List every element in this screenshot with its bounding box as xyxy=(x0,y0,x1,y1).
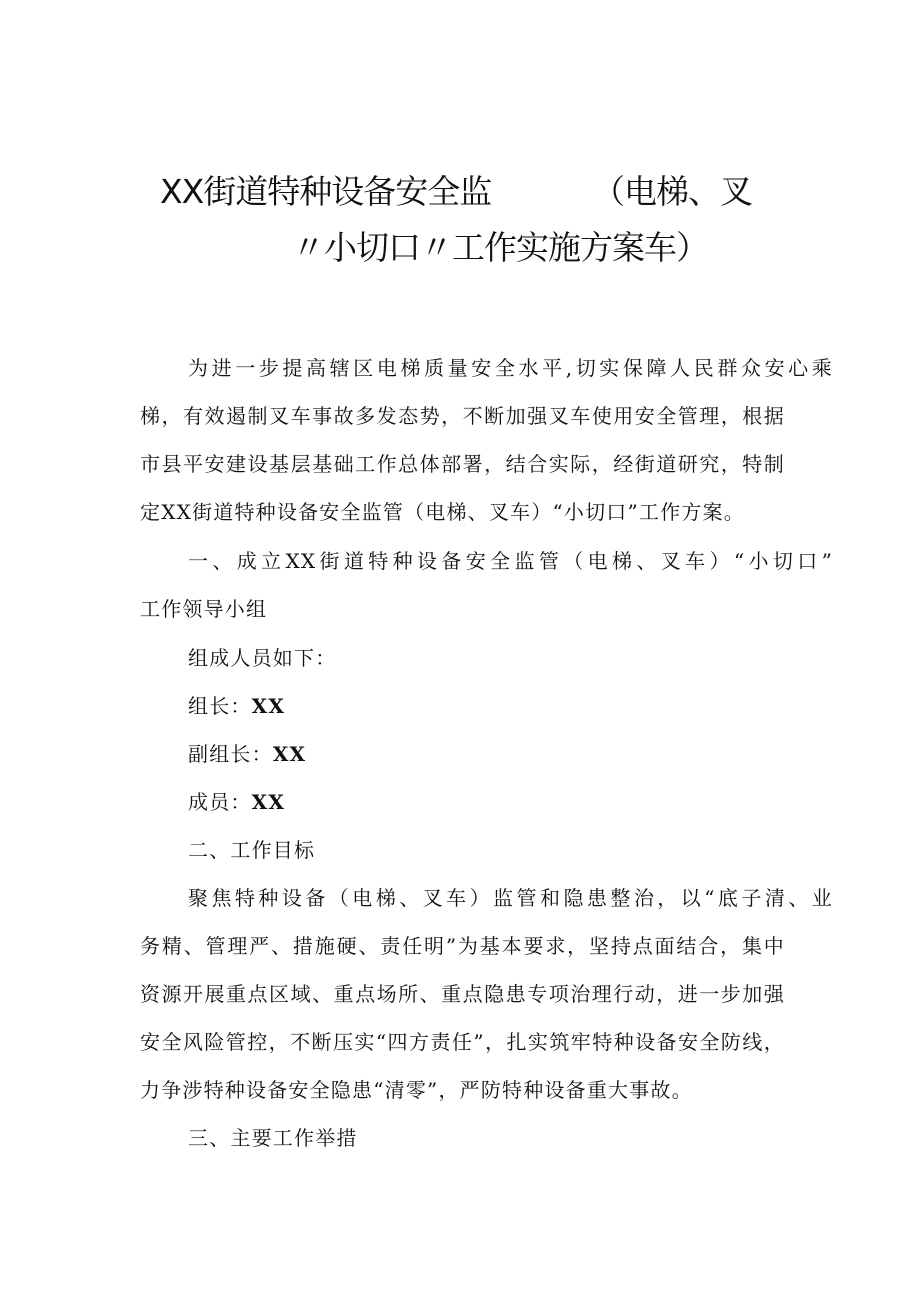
goal-line-4: 安全风险管控，不断压实“四方责任”，扎实筑牢特种设备安全防线， xyxy=(140,1030,785,1054)
leader-row xyxy=(140,682,833,730)
goal-line-3: 资源开展重点区域、重点场所、重点隐患专项治理行动，进一步加强 xyxy=(140,982,785,1006)
goal-line-5: 力争涉特种设备安全隐患“清零”，严防特种设备重大事故。 xyxy=(140,1078,693,1102)
section-3-heading: 三、主要工作举措 xyxy=(188,1126,358,1150)
members-intro: 组成人员如下： xyxy=(188,646,337,670)
section-1-heading-line-2: 工作领导小组 xyxy=(140,597,268,621)
intro-line-4: 定XX街道特种设备安全监管（电梯、叉车）“小切口”工作方案。 xyxy=(140,500,745,524)
member-label: 成员： xyxy=(188,790,252,814)
section-2-heading: 二、工作目标 xyxy=(188,838,316,862)
title-line-1-suffix: （电梯、叉 xyxy=(592,172,752,211)
title-line-1: XX街道特种设备安全监 xyxy=(160,172,492,211)
member-row xyxy=(140,778,833,826)
goal-line-2: 务精、管理严、措施硬、责任明”为基本要求，坚持点面结合，集中 xyxy=(140,934,785,958)
deputy-leader-value: XX xyxy=(272,742,307,766)
intro-line-3: 市县平安建设基层基础工作总体部署，结合实际，经街道研究，特制 xyxy=(140,452,785,476)
section-1-heading-line-1: 一、成立XX街道特种设备安全监管（电梯、叉车）“小切口” xyxy=(188,549,833,573)
deputy-leader-row xyxy=(140,730,833,778)
leader-value: XX xyxy=(251,694,286,718)
intro-line-2: 梯，有效遏制叉车事故多发态势，不断加强叉车使用安全管理，根据 xyxy=(140,404,785,428)
goal-line-1: 聚焦特种设备（电梯、叉车）监管和隐患整治，以“底子清、业 xyxy=(188,886,833,910)
member-value: XX xyxy=(251,790,286,814)
title-line-2: 〃小切口〃工作实施方案车） xyxy=(292,228,708,267)
deputy-leader-label: 副组长： xyxy=(188,742,273,766)
intro-line-1: 为进一步提高辖区电梯质量安全水平,切实保障人民群众安心乘 xyxy=(188,356,833,380)
leader-label: 组长： xyxy=(188,694,252,718)
